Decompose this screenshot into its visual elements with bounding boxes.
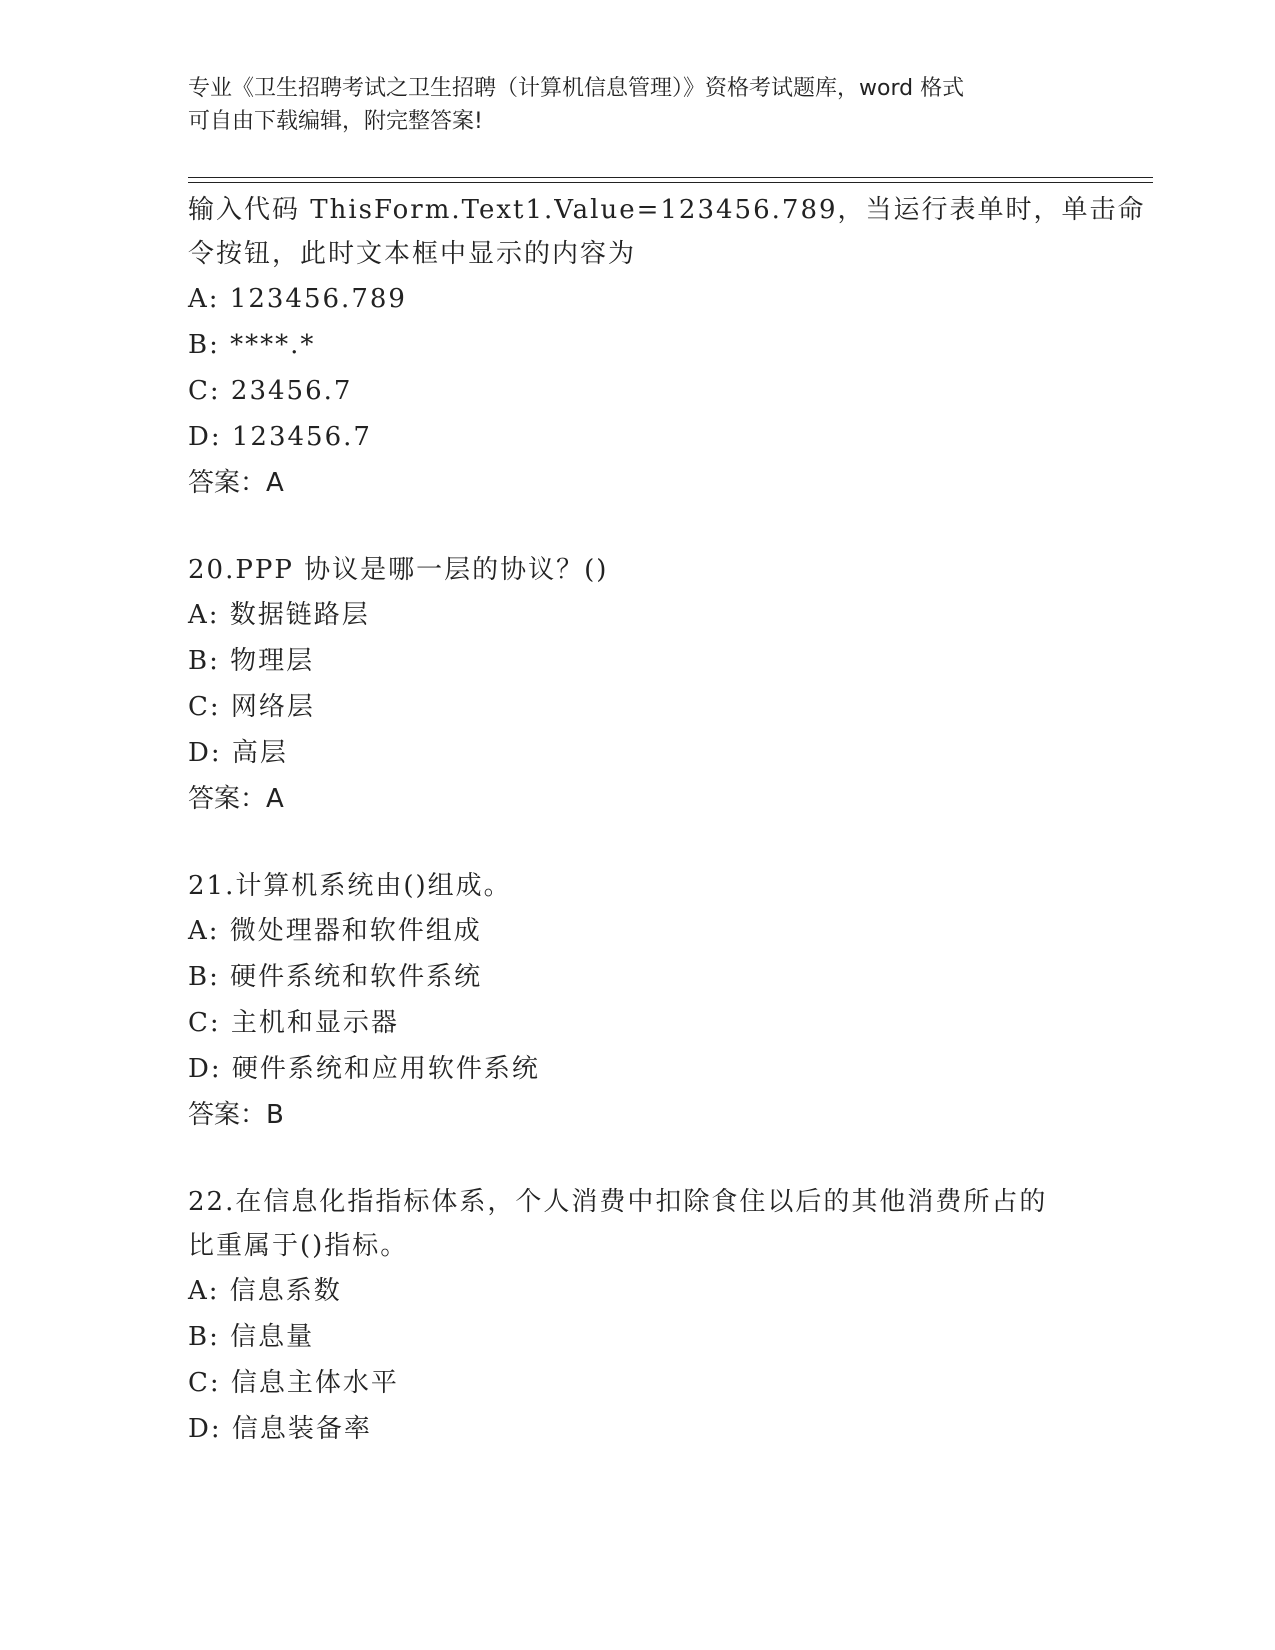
question-stem-line: 比重属于()指标。	[188, 1231, 409, 1261]
question-stem-line: 令按钮，此时文本框中显示的内容为	[188, 239, 637, 269]
option-a: A: 123456.789	[188, 284, 407, 314]
option-d: D: 硬件系统和应用软件系统	[188, 1054, 540, 1084]
header-divider-top	[188, 177, 1153, 178]
question-stem-line: 20.PPP 协议是哪一层的协议？()	[188, 555, 609, 585]
header-line-1: 专业《卫生招聘考试之卫生招聘（计算机信息管理）》资格考试题库，word 格式	[188, 76, 965, 101]
option-a: A: 微处理器和软件组成	[188, 916, 482, 946]
option-d: D: 信息装备率	[188, 1414, 372, 1444]
header-line-2: 可自由下载编辑，附完整答案!	[188, 109, 483, 134]
answer-line: 答案：A	[188, 468, 284, 498]
header-divider-bottom	[188, 182, 1153, 183]
option-a: A: 数据链路层	[188, 600, 370, 630]
question-block	[188, 188, 1146, 506]
option-a: A: 信息系数	[188, 1276, 342, 1306]
option-d: D: 高层	[188, 738, 288, 768]
question-stem-line: 21.计算机系统由()组成。	[188, 871, 512, 901]
answer-line: 答案：A	[188, 784, 284, 814]
question-list	[188, 188, 1146, 1452]
option-c: C: 网络层	[188, 692, 315, 722]
question-block	[188, 548, 1088, 822]
option-b: B: 信息量	[188, 1322, 315, 1352]
option-b: B: ****.*	[188, 330, 316, 360]
question-block	[188, 864, 1088, 1138]
answer-line: 答案：B	[188, 1100, 284, 1130]
option-c: C: 主机和显示器	[188, 1008, 399, 1038]
option-b: B: 物理层	[188, 646, 315, 676]
option-b: B: 硬件系统和软件系统	[188, 962, 483, 992]
question-stem-line: 22.在信息化指指标体系，个人消费中扣除食住以后的其他消费所占的	[188, 1187, 1048, 1217]
option-d: D: 123456.7	[188, 422, 372, 452]
option-c: C: 23456.7	[188, 376, 353, 406]
question-block	[188, 1180, 1088, 1452]
question-stem-line: 输入代码 ThisForm.Text1.Value=123456.789，当运行表单时，单击命	[188, 195, 1146, 225]
option-c: C: 信息主体水平	[188, 1368, 399, 1398]
document-header	[188, 72, 1088, 138]
